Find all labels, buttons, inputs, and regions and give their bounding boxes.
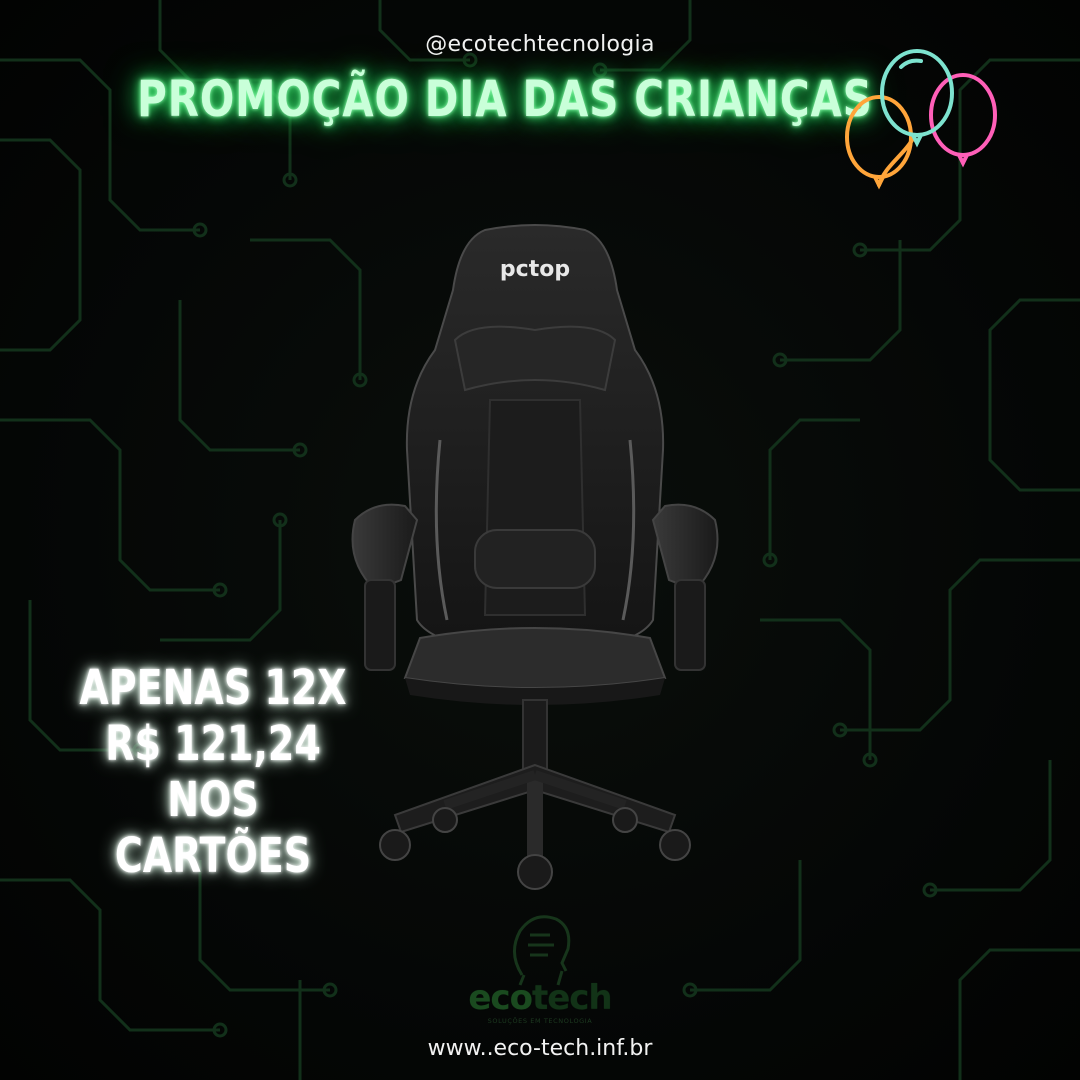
gaming-chair-image: [335, 220, 735, 900]
instagram-handle: @ecotechtecnologia: [425, 32, 655, 57]
brand-tagline: SOLUÇÕES EM TECNOLOGIA: [487, 1017, 593, 1025]
installments-text: APENAS 12X: [79, 660, 347, 716]
price-offer: [48, 660, 378, 884]
promo-title: PROMOÇÃO DIA DAS CRIANÇAS: [137, 70, 873, 128]
installment-price: R$ 121,24: [105, 716, 321, 772]
balloons-icon: [835, 45, 1015, 205]
chair-brand-label: pctop: [499, 257, 571, 282]
website-url[interactable]: www..eco-tech.inf.br: [427, 1036, 653, 1061]
cards-text: NOS CARTÕES: [114, 772, 312, 884]
brand-wordmark: ecotech: [468, 978, 612, 1018]
